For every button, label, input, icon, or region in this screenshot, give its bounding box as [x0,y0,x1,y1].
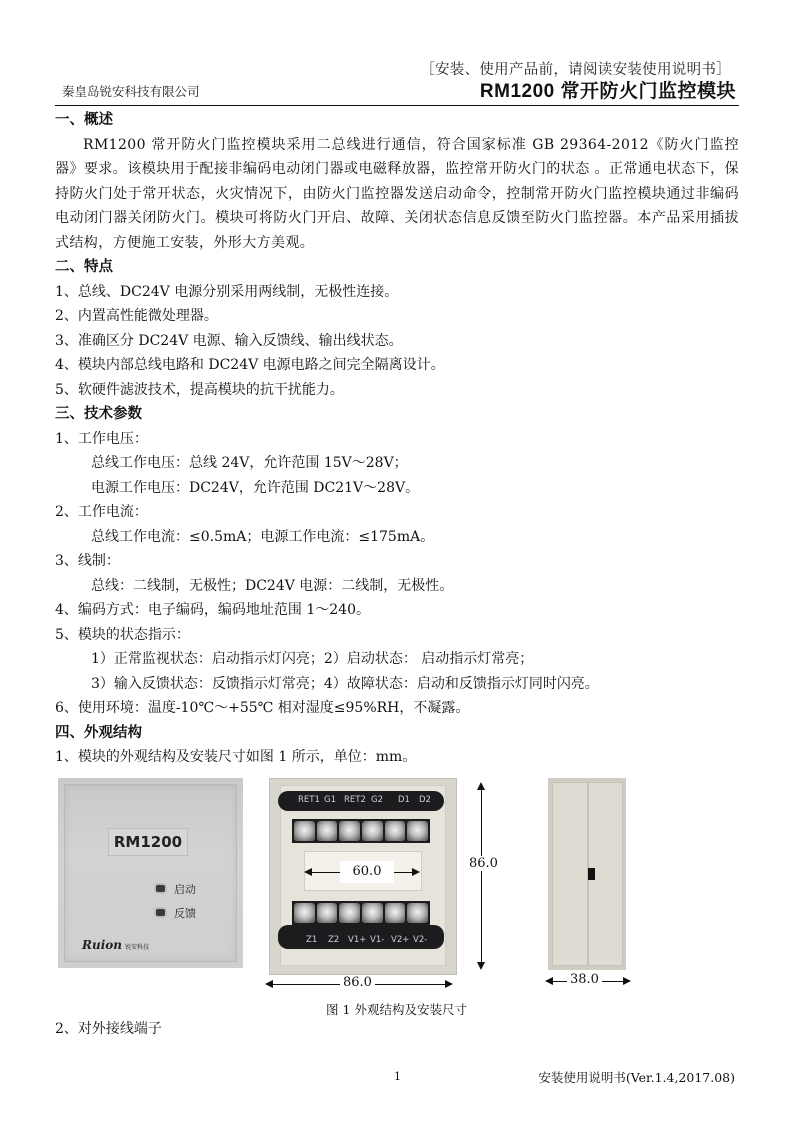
screw-icon [294,903,315,923]
width-value: 86.0 [340,975,375,990]
start-led-label: 启动 [174,883,196,896]
spec-wiring-label: 3、线制： [55,553,120,569]
screw-icon [339,821,360,841]
overview-paragraph: RM1200 常开防火门监控模块采用二总线进行通信，符合国家标准 GB 29364-2012《防火门监控器》要求。该模块用于配接非编码电动闭门器或电磁释放器，监控常开防火门的状态 。正常通电状态下，保持防火门处于常开状态，火灾情况下，由防火门监控器发送启动命令，控制常开防火门监控模块通过非编码电动闭门器关闭防火门。模块可将防火门开启、故障、关闭状态信息反馈至防火门监控器。本产品采用插拔式结构，方便施工安装，外形大方美观。 [55,136,739,251]
figure-caption: 图 1 外观结构及安装尺寸 [326,1002,467,1017]
height-dimension-line [481,784,482,968]
screw-icon [339,903,360,923]
screw-icon [317,821,338,841]
screw-icon [294,821,315,841]
screw-icon [385,903,406,923]
feature-item: 3、准确区分 DC24V 电源、输入反馈线、输出线状态。 [55,332,403,349]
page-number: 1 [394,1070,401,1083]
arrow-left-icon [304,868,312,876]
screw-icon [362,821,383,841]
section-heading-features: 二、特点 [55,259,113,275]
spec-voltage-bus: 总线工作电压：总线 24V，允许范围 15V～28V； [91,455,408,471]
bottom-screw-terminals [292,901,430,925]
back-view-photo [269,778,457,975]
feedback-led-icon [156,909,165,916]
arrow-up-icon [477,782,485,790]
terminal-label: G2 [371,795,383,805]
terminal-label: D2 [419,795,431,805]
spec-status-line1: 1）正常监视状态：启动指示灯闪亮；2）启动状态： 启动指示灯常亮； [91,651,534,667]
spec-voltage-power: 电源工作电压：DC24V，允许范围 DC21V～28V。 [91,479,420,496]
header-notice: ［安装、使用产品前，请阅读安装使用说明书］ [420,62,731,78]
arrow-right-icon [623,977,631,985]
feature-item: 4、模块内部总线电路和 DC24V 电源电路之间完全隔离设计。 [55,357,445,373]
terminal-label: RET1 [298,795,320,805]
spec-wiring-value: 总线：二线制，无极性；DC24V 电源：二线制，无极性。 [91,577,454,594]
terminal-label: Z2 [328,935,340,945]
brand-name: Ruion [82,938,122,952]
screw-icon [407,821,428,841]
screw-icon [385,821,406,841]
bottom-terminal-strip [278,925,444,949]
spec-status-line2: 3）输入反馈状态：反馈指示灯常亮；4）故障状态：启动和反馈指示灯同时闪亮。 [91,675,599,692]
clip-icon [588,868,595,880]
arrow-right-icon [445,980,453,988]
top-terminal-strip [278,791,444,811]
spec-current-value: 总线工作电流：≤0.5mA；电源工作电流：≤175mA。 [91,528,435,545]
start-led-icon [156,885,165,892]
top-screw-terminals [292,819,430,843]
screw-icon [362,903,383,923]
feature-item: 2、内置高性能微处理器。 [55,308,218,324]
height-value: 86.0 [466,856,501,871]
document-title: RM1200 常开防火门监控模块 [479,81,736,102]
arrow-left-icon [545,977,553,985]
section-heading-structure: 四、外观结构 [55,724,142,741]
spec-status-label: 5、模块的状态指示： [55,626,190,643]
company-name: 秦皇岛锐安科技有限公司 [62,84,200,99]
terminal-label: V1+ [348,935,367,945]
brand-name-cn: 锐安科技 [124,944,149,951]
terminal-label: G1 [324,795,336,805]
spec-coding: 4、编码方式：电子编码，编码地址范围 1～240。 [55,602,370,618]
terminals-heading: 2、对外接线端子 [55,1021,162,1037]
document-body [55,108,739,770]
terminal-label: RET2 [344,795,366,805]
screw-icon [317,903,338,923]
terminal-label: Z1 [306,935,318,945]
terminal-label: D1 [398,795,410,805]
terminal-label: V2+ [391,935,410,945]
spec-current-label: 2、工作电流： [55,504,148,520]
side-panel-left [552,782,588,966]
structure-intro: 1、模块的外观结构及安装尺寸如图 1 所示，单位：mm。 [55,749,417,765]
feedback-led-label: 反馈 [174,907,196,920]
arrow-left-icon [265,980,273,988]
terminal-label: V1- [370,935,385,945]
front-bevel [64,784,237,962]
section-heading-specs: 三、技术参数 [55,406,142,422]
hole-spacing-value: 60.0 [340,861,394,883]
depth-value: 38.0 [567,972,602,987]
figure-1 [55,776,739,996]
spec-voltage-label: 1、工作电压： [55,430,148,447]
footer-version: 安装使用说明书(Ver.1.4,2017.08) [538,1070,735,1085]
side-view-photo [548,778,626,970]
spec-environment: 6、使用环境：温度-10℃～+55℃ 相对湿度≤95%RH，不凝露。 [55,700,470,716]
front-view-photo [58,778,243,968]
terminal-label: V2- [413,935,428,945]
brand-logo [82,938,149,952]
header-divider [55,105,739,106]
feature-item: 5、软硬件滤波技术，提高模块的抗干扰能力。 [55,381,344,398]
model-label: RM1200 [108,828,188,856]
section-heading-overview: 一、概述 [55,112,113,128]
arrow-right-icon [412,868,420,876]
screw-icon [407,903,428,923]
feature-item: 1、总线、DC24V 电源分别采用两线制，无极性连接。 [55,283,399,300]
arrow-down-icon [477,962,485,970]
